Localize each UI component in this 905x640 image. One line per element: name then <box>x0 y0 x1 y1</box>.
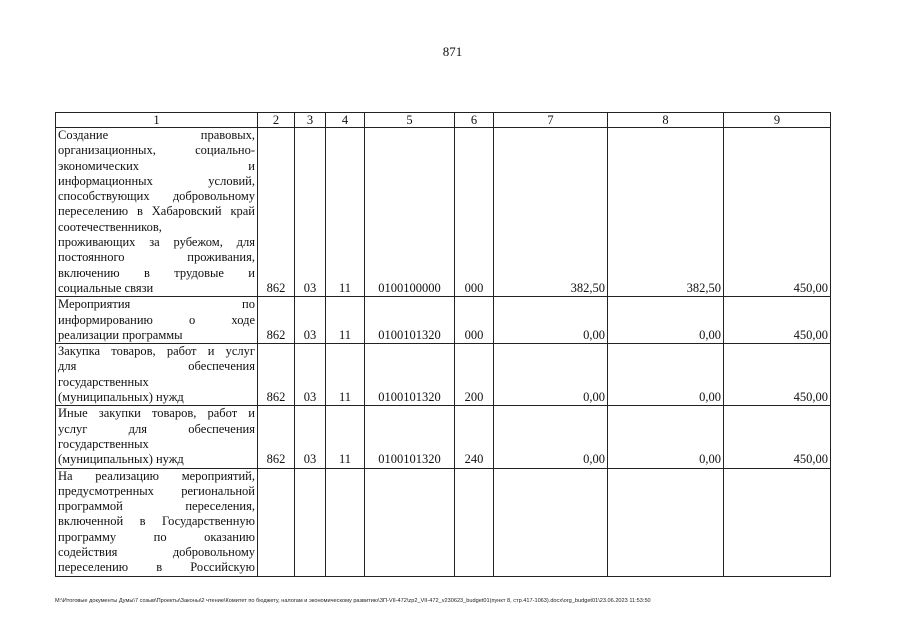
description-line: включению в трудовые и <box>58 265 255 280</box>
ministry-code: 862 <box>258 128 295 297</box>
description-line: организационных, социально- <box>58 143 255 158</box>
description-line: предусмотренных региональной <box>58 483 255 498</box>
description-line: (муниципальных) нужд <box>58 452 184 467</box>
table-row <box>56 344 831 406</box>
expense-type-code: 240 <box>455 406 494 468</box>
description-line: Закупка товаров, работ и услуг <box>58 344 255 359</box>
amount-col7: 0,00 <box>494 344 608 406</box>
description-line: государственных <box>58 436 149 451</box>
column-header-1: 1 <box>56 113 258 128</box>
description-line: Создание правовых, <box>58 128 255 142</box>
description-line: способствующих добровольному <box>58 189 255 204</box>
description-line: включенной в Государственную <box>58 514 255 529</box>
description-line: переселению в Российскую <box>58 560 255 575</box>
section-code: 03 <box>295 128 326 297</box>
target-article-code <box>365 468 455 576</box>
ministry-code: 862 <box>258 297 295 344</box>
amount-col9: 450,00 <box>724 344 831 406</box>
target-article-code: 0100101320 <box>365 406 455 468</box>
description-line: для обеспечения <box>58 359 255 374</box>
description-line: программу по оказанию <box>58 529 255 544</box>
amount-col9 <box>724 468 831 576</box>
subsection-code: 11 <box>326 344 365 406</box>
amount-col8: 0,00 <box>608 406 724 468</box>
table-row <box>56 468 831 576</box>
expense-type-code: 000 <box>455 128 494 297</box>
row-description <box>56 297 258 344</box>
table-row <box>56 406 831 468</box>
column-header-7: 7 <box>494 113 608 128</box>
budget-table <box>55 112 831 577</box>
amount-col9: 450,00 <box>724 128 831 297</box>
subsection-code: 11 <box>326 406 365 468</box>
section-code: 03 <box>295 297 326 344</box>
description-line: программой переселения, <box>58 499 255 514</box>
description-line: (муниципальных) нужд <box>58 390 184 405</box>
ministry-code: 862 <box>258 406 295 468</box>
document-path-footer: М:\Итоговые документы Думы\7 созыв\Проекты\Законы\2 чтение\Комитет по бюджету, налогам и экономическому развитию\ЗП-VII-472\zp2_VII-472_v230623_budget01(пункт 8, стр.417-1063).docx\org_budget01\23.06.2023 11:53:50 <box>55 598 651 604</box>
column-header-5: 5 <box>365 113 455 128</box>
target-article-code: 0100100000 <box>365 128 455 297</box>
column-header-9: 9 <box>724 113 831 128</box>
description-line: переселению в Хабаровский край <box>58 204 255 219</box>
expense-type-code: 200 <box>455 344 494 406</box>
amount-col7: 382,50 <box>494 128 608 297</box>
subsection-code <box>326 468 365 576</box>
amount-col9: 450,00 <box>724 406 831 468</box>
column-header-2: 2 <box>258 113 295 128</box>
amount-col8: 382,50 <box>608 128 724 297</box>
description-line: государственных <box>58 374 149 389</box>
expense-type-code: 000 <box>455 297 494 344</box>
section-code: 03 <box>295 344 326 406</box>
subsection-code: 11 <box>326 128 365 297</box>
table-row <box>56 128 831 297</box>
description-line: услуг для обеспечения <box>58 421 255 436</box>
column-header-3: 3 <box>295 113 326 128</box>
row-description <box>56 128 258 297</box>
amount-col7: 0,00 <box>494 297 608 344</box>
subsection-code: 11 <box>326 297 365 344</box>
expense-type-code <box>455 468 494 576</box>
description-line: постоянного проживания, <box>58 250 255 265</box>
target-article-code: 0100101320 <box>365 297 455 344</box>
ministry-code: 862 <box>258 344 295 406</box>
description-line: соотечественников, <box>58 219 162 234</box>
target-article-code: 0100101320 <box>365 344 455 406</box>
section-code: 03 <box>295 406 326 468</box>
amount-col9: 450,00 <box>724 297 831 344</box>
table-row <box>56 297 831 344</box>
row-description <box>56 406 258 468</box>
row-description <box>56 344 258 406</box>
page-number: 871 <box>442 44 463 59</box>
amount-col8: 0,00 <box>608 344 724 406</box>
row-description <box>56 468 258 576</box>
description-line: экономических и <box>58 158 255 173</box>
description-line: На реализацию мероприятий, <box>58 468 255 483</box>
description-line: информированию о ходе <box>58 312 255 327</box>
amount-col8: 0,00 <box>608 297 724 344</box>
column-header-4: 4 <box>326 113 365 128</box>
amount-col7: 0,00 <box>494 406 608 468</box>
ministry-code <box>258 468 295 576</box>
amount-col7 <box>494 468 608 576</box>
description-line: реализации программы <box>58 327 183 342</box>
description-line: Иные закупки товаров, работ и <box>58 406 255 421</box>
column-header-6: 6 <box>455 113 494 128</box>
description-line: проживающих за рубежом, для <box>58 235 255 250</box>
column-header-8: 8 <box>608 113 724 128</box>
description-line: содействия добровольному <box>58 545 255 560</box>
description-line: социальные связи <box>58 280 154 295</box>
header-row <box>56 113 831 128</box>
amount-col8 <box>608 468 724 576</box>
description-line: Мероприятия по <box>58 297 255 312</box>
section-code <box>295 468 326 576</box>
description-line: информационных условий, <box>58 173 255 188</box>
